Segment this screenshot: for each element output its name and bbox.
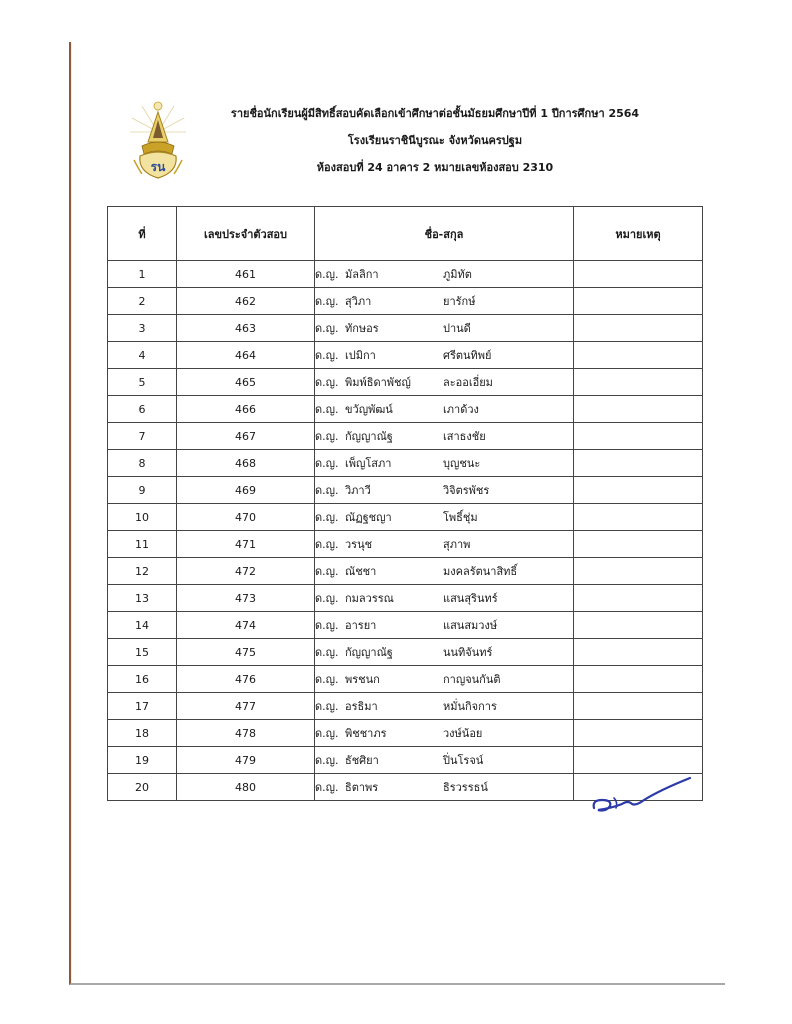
row-number: 1 xyxy=(108,261,177,288)
emblem-monogram: รน xyxy=(150,160,166,174)
first-name: เปมิกา xyxy=(345,349,376,362)
student-roster-table xyxy=(107,206,703,801)
name-prefix: ด.ญ. xyxy=(315,295,339,308)
first-name: กมลวรรณ xyxy=(345,592,394,605)
table-row xyxy=(108,477,703,504)
name-prefix: ด.ญ. xyxy=(315,700,339,713)
row-number: 2 xyxy=(108,288,177,315)
exam-id: 469 xyxy=(177,477,315,504)
student-name xyxy=(315,342,574,369)
row-number: 3 xyxy=(108,315,177,342)
last-name: เภาด้วง xyxy=(443,403,479,416)
table-header-row xyxy=(108,207,703,261)
first-name: ทักษอร xyxy=(345,322,379,335)
row-number: 6 xyxy=(108,396,177,423)
row-number: 12 xyxy=(108,558,177,585)
remarks-cell xyxy=(574,477,703,504)
last-name: วิจิตรพัชร xyxy=(443,484,490,497)
row-number: 4 xyxy=(108,342,177,369)
exam-id: 471 xyxy=(177,531,315,558)
table-row xyxy=(108,558,703,585)
last-name: ยารักษ์ xyxy=(443,295,476,308)
first-name: กัญญาณัฐ xyxy=(345,646,393,659)
name-prefix: ด.ญ. xyxy=(315,511,339,524)
student-name xyxy=(315,774,574,801)
student-name xyxy=(315,720,574,747)
first-name: วรนุช xyxy=(345,538,373,551)
student-name xyxy=(315,666,574,693)
last-name: มงคลรัตนาสิทธิ์ xyxy=(443,565,518,578)
remarks-cell xyxy=(574,612,703,639)
remarks-cell xyxy=(574,315,703,342)
student-name xyxy=(315,504,574,531)
student-name xyxy=(315,531,574,558)
document-header xyxy=(200,100,670,181)
first-name: มัลลิกา xyxy=(345,268,379,281)
student-name xyxy=(315,558,574,585)
document-title: รายชื่อนักเรียนผู้มีสิทธิ์สอบคัดเลือกเข้าศึกษาต่อชั้นมัธยมศึกษาปีที่ 1 ปีการศึกษา 2564 xyxy=(230,107,640,120)
student-name xyxy=(315,396,574,423)
last-name: แสนสุรินทร์ xyxy=(443,592,498,605)
table-row xyxy=(108,396,703,423)
table-row xyxy=(108,261,703,288)
row-number: 19 xyxy=(108,747,177,774)
row-number: 8 xyxy=(108,450,177,477)
remarks-cell xyxy=(574,639,703,666)
exam-id: 464 xyxy=(177,342,315,369)
last-name: แสนสมวงษ์ xyxy=(443,619,498,632)
first-name: วิภาวี xyxy=(345,484,371,497)
remarks-cell xyxy=(574,342,703,369)
exam-id: 476 xyxy=(177,666,315,693)
first-name: เพ็ญโสภา xyxy=(345,457,392,470)
exam-id: 478 xyxy=(177,720,315,747)
last-name: วงษ์น้อย xyxy=(443,727,483,740)
exam-id: 480 xyxy=(177,774,315,801)
exam-id: 465 xyxy=(177,369,315,396)
remarks-cell xyxy=(574,504,703,531)
first-name: พิมพ์ธิดาพัชญ์ xyxy=(345,376,411,389)
name-prefix: ด.ญ. xyxy=(315,592,339,605)
last-name: นนทิจันทร์ xyxy=(443,646,493,659)
name-prefix: ด.ญ. xyxy=(315,403,339,416)
last-name: โพธิ์ชุ่ม xyxy=(443,511,478,524)
header-exam-id: เลขประจำตัวสอบ xyxy=(177,207,315,261)
exam-id: 479 xyxy=(177,747,315,774)
remarks-cell xyxy=(574,720,703,747)
student-name xyxy=(315,315,574,342)
table-row xyxy=(108,423,703,450)
name-prefix: ด.ญ. xyxy=(315,727,339,740)
name-prefix: ด.ญ. xyxy=(315,268,339,281)
exam-id: 466 xyxy=(177,396,315,423)
student-name xyxy=(315,585,574,612)
table-row xyxy=(108,720,703,747)
student-name xyxy=(315,288,574,315)
first-name: กัญญาณัฐ xyxy=(345,430,393,443)
exam-id: 461 xyxy=(177,261,315,288)
exam-id: 470 xyxy=(177,504,315,531)
name-prefix: ด.ญ. xyxy=(315,565,339,578)
name-prefix: ด.ญ. xyxy=(315,322,339,335)
header-full-name: ชื่อ-สกุล xyxy=(315,207,574,261)
table-row xyxy=(108,666,703,693)
signature xyxy=(588,770,698,820)
name-prefix: ด.ญ. xyxy=(315,781,339,794)
remarks-cell xyxy=(574,450,703,477)
first-name: พรชนก xyxy=(345,673,380,686)
first-name: สุวิภา xyxy=(345,295,372,308)
last-name: หมั่นกิจการ xyxy=(443,700,497,713)
row-number: 5 xyxy=(108,369,177,396)
row-number: 7 xyxy=(108,423,177,450)
name-prefix: ด.ญ. xyxy=(315,430,339,443)
row-number: 16 xyxy=(108,666,177,693)
last-name: สุภาพ xyxy=(443,538,471,551)
remarks-cell xyxy=(574,261,703,288)
student-name xyxy=(315,693,574,720)
name-prefix: ด.ญ. xyxy=(315,754,339,767)
table-row xyxy=(108,342,703,369)
table-row xyxy=(108,450,703,477)
last-name: ธิรวรรธน์ xyxy=(443,781,488,794)
row-number: 20 xyxy=(108,774,177,801)
row-number: 17 xyxy=(108,693,177,720)
name-prefix: ด.ญ. xyxy=(315,349,339,362)
header-number: ที่ xyxy=(108,207,177,261)
row-number: 18 xyxy=(108,720,177,747)
remarks-cell xyxy=(574,369,703,396)
exam-room-info: ห้องสอบที่ 24 อาคาร 2 หมายเลขห้องสอบ 2310 xyxy=(316,161,554,174)
first-name: ธัชศิยา xyxy=(345,754,379,767)
student-name xyxy=(315,423,574,450)
remarks-cell xyxy=(574,396,703,423)
table-row xyxy=(108,531,703,558)
last-name: ศรีตนทิพย์ xyxy=(443,349,492,362)
exam-id: 468 xyxy=(177,450,315,477)
row-number: 13 xyxy=(108,585,177,612)
table-row xyxy=(108,612,703,639)
last-name: ภูมิทัต xyxy=(443,268,472,281)
remarks-cell xyxy=(574,693,703,720)
student-name xyxy=(315,639,574,666)
table-row xyxy=(108,639,703,666)
row-number: 14 xyxy=(108,612,177,639)
student-name xyxy=(315,450,574,477)
name-prefix: ด.ญ. xyxy=(315,538,339,551)
name-prefix: ด.ญ. xyxy=(315,484,339,497)
name-prefix: ด.ญ. xyxy=(315,619,339,632)
table-row xyxy=(108,369,703,396)
exam-id: 467 xyxy=(177,423,315,450)
header-remarks: หมายเหตุ xyxy=(574,207,703,261)
row-number: 11 xyxy=(108,531,177,558)
last-name: ปิ่นโรจน์ xyxy=(443,754,484,767)
exam-id: 473 xyxy=(177,585,315,612)
remarks-cell xyxy=(574,288,703,315)
exam-id: 475 xyxy=(177,639,315,666)
first-name: ณัชชา xyxy=(345,565,377,578)
student-name xyxy=(315,477,574,504)
table-row xyxy=(108,288,703,315)
remarks-cell xyxy=(574,423,703,450)
name-prefix: ด.ญ. xyxy=(315,646,339,659)
table-row xyxy=(108,504,703,531)
first-name: อารยา xyxy=(345,619,377,632)
remarks-cell xyxy=(574,585,703,612)
first-name: ธิตาพร xyxy=(345,781,379,794)
last-name: กาญจนกันติ xyxy=(443,673,501,686)
school-emblem xyxy=(128,98,188,184)
exam-id: 477 xyxy=(177,693,315,720)
student-name xyxy=(315,747,574,774)
exam-id: 462 xyxy=(177,288,315,315)
row-number: 9 xyxy=(108,477,177,504)
last-name: เสาธงชัย xyxy=(443,430,486,443)
student-name xyxy=(315,369,574,396)
first-name: อรธิมา xyxy=(345,700,378,713)
exam-id: 474 xyxy=(177,612,315,639)
school-name: โรงเรียนราชินีบูรณะ จังหวัดนครปฐม xyxy=(347,134,523,147)
first-name: ณัฏฐชญา xyxy=(345,511,392,524)
first-name: พิชชาภร xyxy=(345,727,387,740)
row-number: 10 xyxy=(108,504,177,531)
exam-id: 472 xyxy=(177,558,315,585)
row-number: 15 xyxy=(108,639,177,666)
remarks-cell xyxy=(574,531,703,558)
last-name: บุญชนะ xyxy=(443,457,481,470)
table-row xyxy=(108,693,703,720)
remarks-cell xyxy=(574,666,703,693)
last-name: ละออเอี่ยม xyxy=(443,376,493,389)
name-prefix: ด.ญ. xyxy=(315,376,339,389)
first-name: ขวัญพัฒน์ xyxy=(345,403,393,416)
name-prefix: ด.ญ. xyxy=(315,457,339,470)
name-prefix: ด.ญ. xyxy=(315,673,339,686)
remarks-cell xyxy=(574,558,703,585)
table-row xyxy=(108,585,703,612)
exam-id: 463 xyxy=(177,315,315,342)
student-name xyxy=(315,261,574,288)
last-name: ปานดี xyxy=(443,322,471,335)
table-row xyxy=(108,315,703,342)
student-name xyxy=(315,612,574,639)
